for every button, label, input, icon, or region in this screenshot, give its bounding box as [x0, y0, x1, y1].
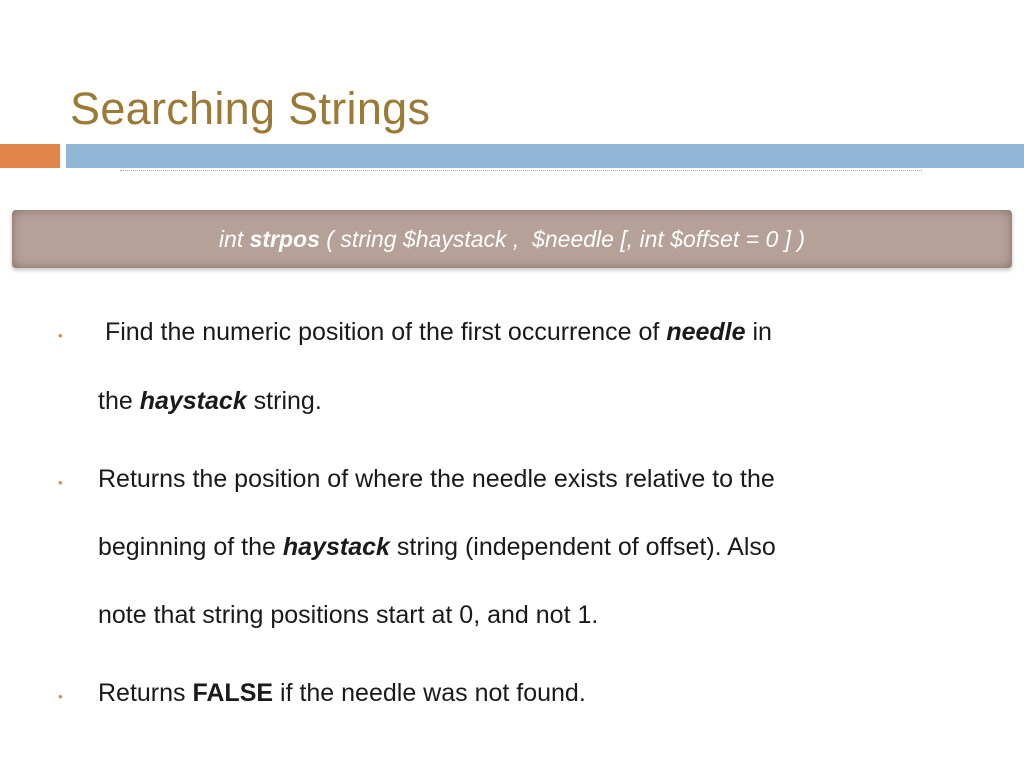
- emphasis-needle: needle: [666, 318, 746, 346]
- bullet-marker: •: [58, 475, 63, 490]
- emphasis-haystack: haystack: [139, 387, 247, 415]
- emphasis-haystack: haystack: [282, 533, 390, 561]
- text-run: Returns the position of where the needle exists relative to the: [98, 465, 775, 493]
- bullet-2-line-3: [98, 603, 598, 628]
- bullet-marker: •: [58, 689, 63, 704]
- text-run: string.: [246, 387, 322, 415]
- bullet-1-line-1: [98, 320, 772, 345]
- bullet-3-line-1: [98, 681, 586, 706]
- signature-params: ( string $haystack , $needle [, int $offset = 0 ] ): [319, 225, 806, 252]
- text-run: in: [745, 318, 772, 346]
- text-run: beginning of the: [98, 533, 283, 561]
- bullet-1-line-2: [98, 389, 322, 414]
- bullet-2-line-1: [98, 467, 775, 492]
- signature-function-name: strpos: [249, 225, 320, 252]
- text-run: if the needle was not found.: [273, 679, 586, 707]
- bullet-marker: •: [58, 328, 63, 343]
- text-run: note that string positions start at 0, and not 1.: [98, 601, 599, 629]
- text-run: Returns: [98, 679, 193, 707]
- slide-title: Searching Strings: [70, 83, 431, 134]
- text-run: the: [98, 387, 140, 415]
- text-run: Find the numeric position of the first occurrence of: [98, 318, 667, 346]
- emphasis-false: FALSE: [192, 679, 274, 707]
- signature-prefix: int: [218, 225, 250, 252]
- text-run: string (independent of offset). Also: [389, 533, 776, 561]
- bullet-2-line-2: [98, 535, 776, 560]
